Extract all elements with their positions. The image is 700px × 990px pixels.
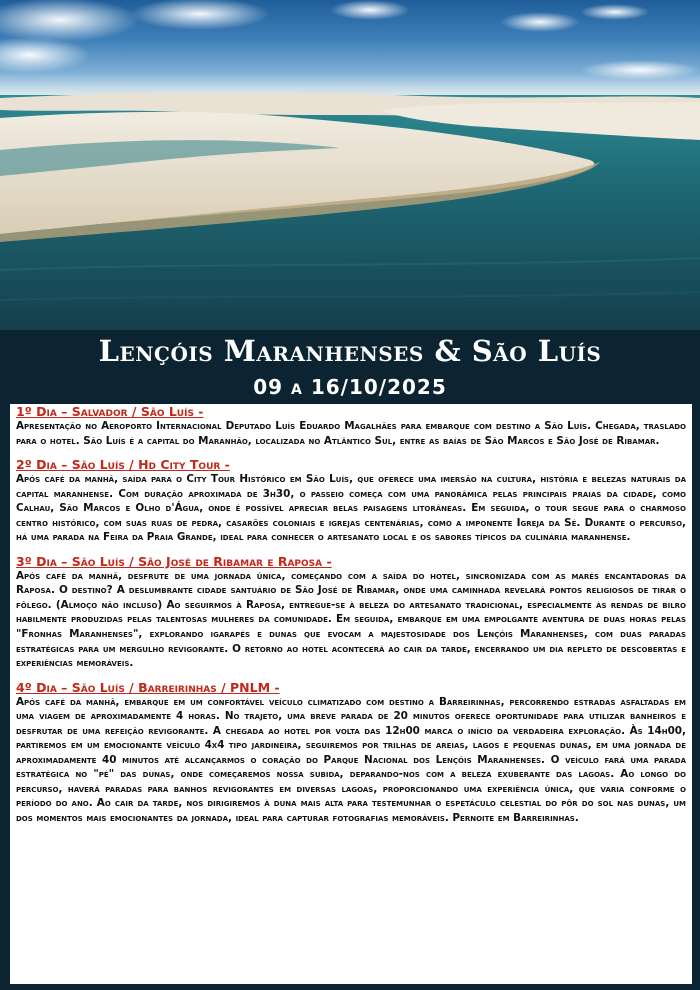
- day-2-title: 2º Dia – São Luís / Hd City Tour -: [16, 457, 230, 473]
- day-3: [16, 554, 686, 671]
- day-3-text: Após café da manhã, desfrute de uma jornada única, começando com a saída do hotel, sincronizada com as marés encantadoras da Raposa. O destino? A deslumbrante cidade santuário de São José de Ribamar, onde uma caminhada revelará pontos religiosos de tirar o fôlego. (Almoço não incluso) Ao seguirmos à Raposa, entregue-se à beleza do artesanato tradicional, especialmente às rendas de bilro habilmente produzidas pelas talentosas mulheres da comunidade. Em seguida, embarque em uma empolgante aventura de duas horas pelas "Fronhas Maranhenses", explorando igarapés e dunas que evocam a majestosidade dos Lençóis Maranhenses, com duas paradas estratégicas para um mergulho revigorante. O retorno ao hotel acontecerá ao cair da tarde, encerrando um dia repleto de descobertas e experiências memoráveis.: [16, 569, 686, 670]
- day-1-text: Apresentação no Aeroporto Internacional Deputado Luís Eduardo Magalhães para embarque com destino a São Luís. Chegada, traslado para o hotel. São Luís é a capital do Maranhão, localizada no Atlântico Sul, entre as baías de São Marcos e São José de Ribamar.: [16, 420, 686, 447]
- day-1-title: 1º Dia – Salvador / São Luís -: [16, 404, 204, 419]
- trip-dates: 09 a 16/10/2025: [253, 375, 447, 399]
- hero-image: [0, 0, 700, 330]
- day-2-text: Após café da manhã, saída para o City Tour Histórico em São Luís, que oferece uma imersão na cultura, história e belezas naturais da capital maranhense. Com duração aproximada de 3h30, o passeio começa com uma panorâmica pelas principais praias da cidade, como Calhau, São Marcos e Olho d'Água, onde é possível apreciar belas paisagens litorâneas. Em seguida, o tour segue para o charmoso centro histórico, com suas ruas de pedra, casarões coloniais e igrejas centenárias, como a imponente Igreja da Sé. Durante o percurso, há uma parada na Feira da Praia Grande, ideal para conhecer o artesanato local e os sabores típicos da culinária maranhense.: [16, 473, 686, 544]
- day-3-title: 3º Dia – São Luís / São José de Ribamar e Raposa -: [16, 553, 332, 569]
- day-4-title: 4º Dia – São Luís / Barreirinhas / PNLM -: [16, 679, 280, 695]
- dunes-landscape: [0, 0, 700, 330]
- day-1: [16, 404, 686, 448]
- day-2: [16, 457, 686, 545]
- itinerary-panel: [10, 404, 692, 984]
- page-title: Lençóis Maranhenses & São Luís: [98, 334, 602, 368]
- day-4-text: Após café da manhã, embarque em um confortável veículo climatizado com destino a Barreirinhas, percorrendo estradas asfaltadas em uma viagem de aproximadamente 4 horas. No trajeto, uma breve parada de 20 minutos oferece oportunidade para utilizar banheiros e desfrutar de uma refeição revigorante. A chegada ao hotel por volta das 12h00 marca o início da verdadeira exploração. Às 14h00, partiremos em um emocionante veículo 4x4 tipo jardineira, seguiremos por trilhas de areias, lagos e pequenas dunas, em uma jornada de aproximadamente 40 minutos até alcançarmos o coração do Parque Nacional dos Lençóis Maranhenses. O veículo fará uma parada estratégica no "pé" das dunas, onde começaremos nossa subida, deparando-nos com a beleza exuberante das lagoas. Ao longo do percurso, haverá paradas para banhos revigorantes em diversas lagoas, proporcionando uma experiência única, que varia conforme o período do ano. Ao cair da tarde, nos dirigiremos à duna mais alta para testemunhar o espetáculo celestial do pôr do sol nas dunas, um dos momentos mais emocionantes da jornada, ideal para capturar fotografias memoráveis. Pernoite em Barreirinhas.: [16, 695, 686, 825]
- day-4: [16, 680, 686, 826]
